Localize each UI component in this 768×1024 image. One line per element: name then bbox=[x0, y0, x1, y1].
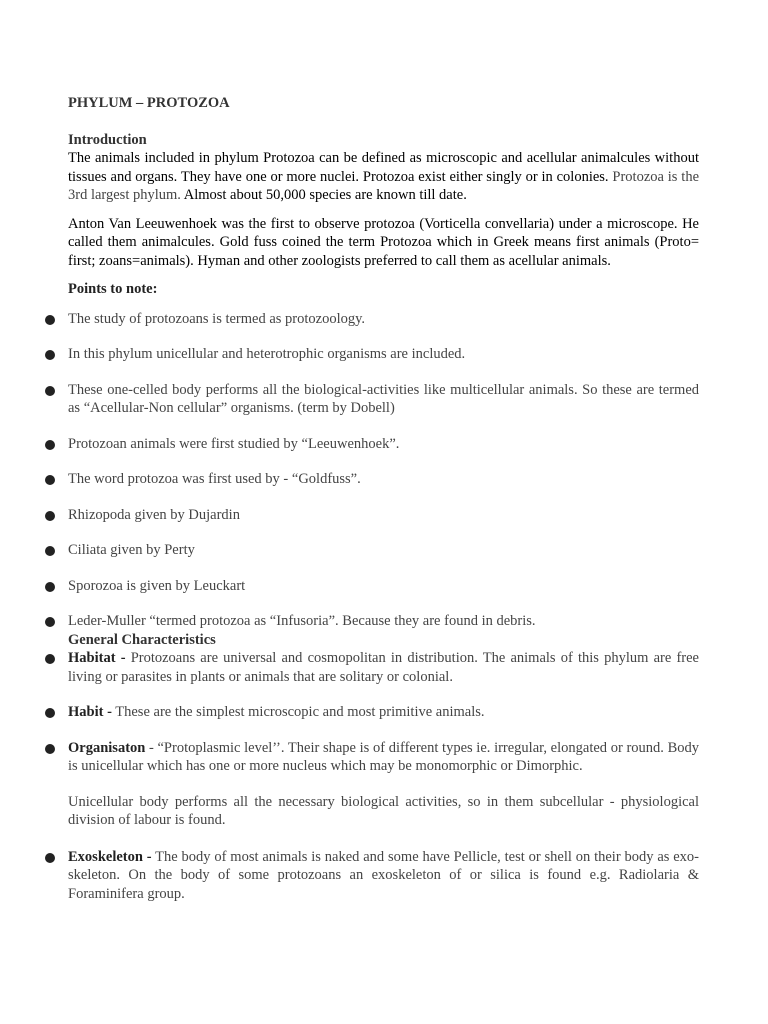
habitat-label: Habitat - bbox=[68, 650, 126, 666]
list-item bbox=[68, 345, 699, 364]
points-heading: Points to note: bbox=[68, 281, 158, 297]
list-item bbox=[68, 612, 699, 631]
bullet-icon bbox=[45, 386, 55, 396]
points-list bbox=[68, 310, 699, 631]
list-item-organisation bbox=[68, 739, 699, 776]
list-item bbox=[68, 470, 699, 489]
list-item-text: Sporozoa is given by Leuckart bbox=[68, 577, 246, 594]
introduction-heading: Introduction bbox=[68, 131, 147, 148]
bullet-icon bbox=[45, 853, 55, 863]
bullet-icon bbox=[45, 744, 55, 754]
intro-text-main: The animals included in phylum Protozoa can be defined as microscopic and acellular animalcules without tissues and organs. They have one or more nuclei. Protozoa exist either singly or in colonies. bbox=[68, 150, 699, 185]
organisation-text: - “Protoplasmic level’’. Their shape is of different types ie. irregular, elongated or round. Body is unicellular which has one or more nucleus which may be monomorphic or Dimorphic. bbox=[68, 739, 699, 774]
list-item-text: These one-celled body performs all the biological-activities like multicellular animals. So these are termed as “Acellular-Non cellular” organisms. (term by Dobell) bbox=[68, 381, 699, 416]
habitat-text: Protozoans are universal and cosmopolitan in distribution. The animals of this phylum are free living or parasites in plants or animals that are solitary or colonial. bbox=[68, 650, 699, 685]
bullet-icon bbox=[45, 511, 55, 521]
habit-text: These are the simplest microscopic and most primitive animals. bbox=[111, 704, 485, 720]
bullet-icon bbox=[45, 315, 55, 325]
bullet-icon bbox=[45, 708, 55, 718]
list-item-text: The word protozoa was first used by - “Goldfuss”. bbox=[68, 471, 361, 487]
introduction-paragraph-1 bbox=[68, 149, 699, 205]
bullet-icon bbox=[45, 350, 55, 360]
exoskeleton-label: Exoskeleton - bbox=[68, 848, 152, 865]
list-item bbox=[68, 577, 699, 596]
bullet-icon bbox=[45, 582, 55, 592]
bullet-icon bbox=[45, 475, 55, 485]
list-item bbox=[68, 435, 699, 454]
list-item-text: In this phylum unicellular and heterotrophic organisms are included. bbox=[68, 346, 466, 362]
list-item bbox=[68, 310, 699, 329]
bullet-icon bbox=[45, 546, 55, 556]
general-characteristics-list bbox=[68, 649, 699, 776]
list-item-text: Ciliata given by Perty bbox=[68, 542, 195, 558]
list-item-habit bbox=[68, 703, 699, 722]
bullet-icon bbox=[45, 440, 55, 450]
bullet-icon bbox=[45, 654, 55, 664]
list-item-text: Rhizopoda given by Dujardin bbox=[68, 506, 240, 523]
list-item bbox=[68, 506, 699, 525]
list-item-text: Leder-Muller “termed protozoa as “Infusoria”. Because they are found in debris. bbox=[68, 613, 536, 629]
list-item-habitat bbox=[68, 649, 699, 686]
list-item-text: The study of protozoans is termed as protozoology. bbox=[68, 310, 366, 327]
organisation-extra-paragraph: Unicellular body performs all the necessary biological activities, so in them subcellular - physiological division of labour is found. bbox=[68, 793, 699, 828]
bullet-icon bbox=[45, 617, 55, 627]
document-page bbox=[68, 94, 699, 903]
general-characteristics-heading: General Characteristics bbox=[68, 631, 216, 648]
list-item bbox=[68, 381, 699, 418]
intro-text-end: Almost about 50,000 species are known till date. bbox=[183, 187, 467, 203]
general-characteristics-list-continued bbox=[68, 848, 699, 904]
list-item bbox=[68, 541, 699, 560]
list-item-exoskeleton bbox=[68, 848, 699, 904]
document-title: PHYLUM – PROTOZOA bbox=[68, 95, 230, 111]
introduction-paragraph-2: Anton Van Leeuwenhoek was the first to observe protozoa (Vorticella convellaria) under a microscope. He called them animalcules. Gold fuss coined the term Protozoa which in Greek means first animals (Proto= first; zoans=animals). Hyman and other zoologists preferred to call them as acellular animals. bbox=[68, 215, 699, 269]
intro-text-gray: Protozoa is the 3rd largest phylum. bbox=[68, 168, 699, 203]
organisation-label: Organisaton bbox=[68, 739, 146, 756]
list-item-text: Protozoan animals were first studied by “Leeuwenhoek”. bbox=[68, 435, 400, 452]
exoskeleton-text: The body of most animals is naked and some have Pellicle, test or shell on their body as exo-skeleton. On the body of some protozoans an exoskeleton of or silica is found e.g. Radiolaria & Foraminifera group. bbox=[68, 848, 699, 902]
habit-label: Habit - bbox=[68, 704, 112, 720]
